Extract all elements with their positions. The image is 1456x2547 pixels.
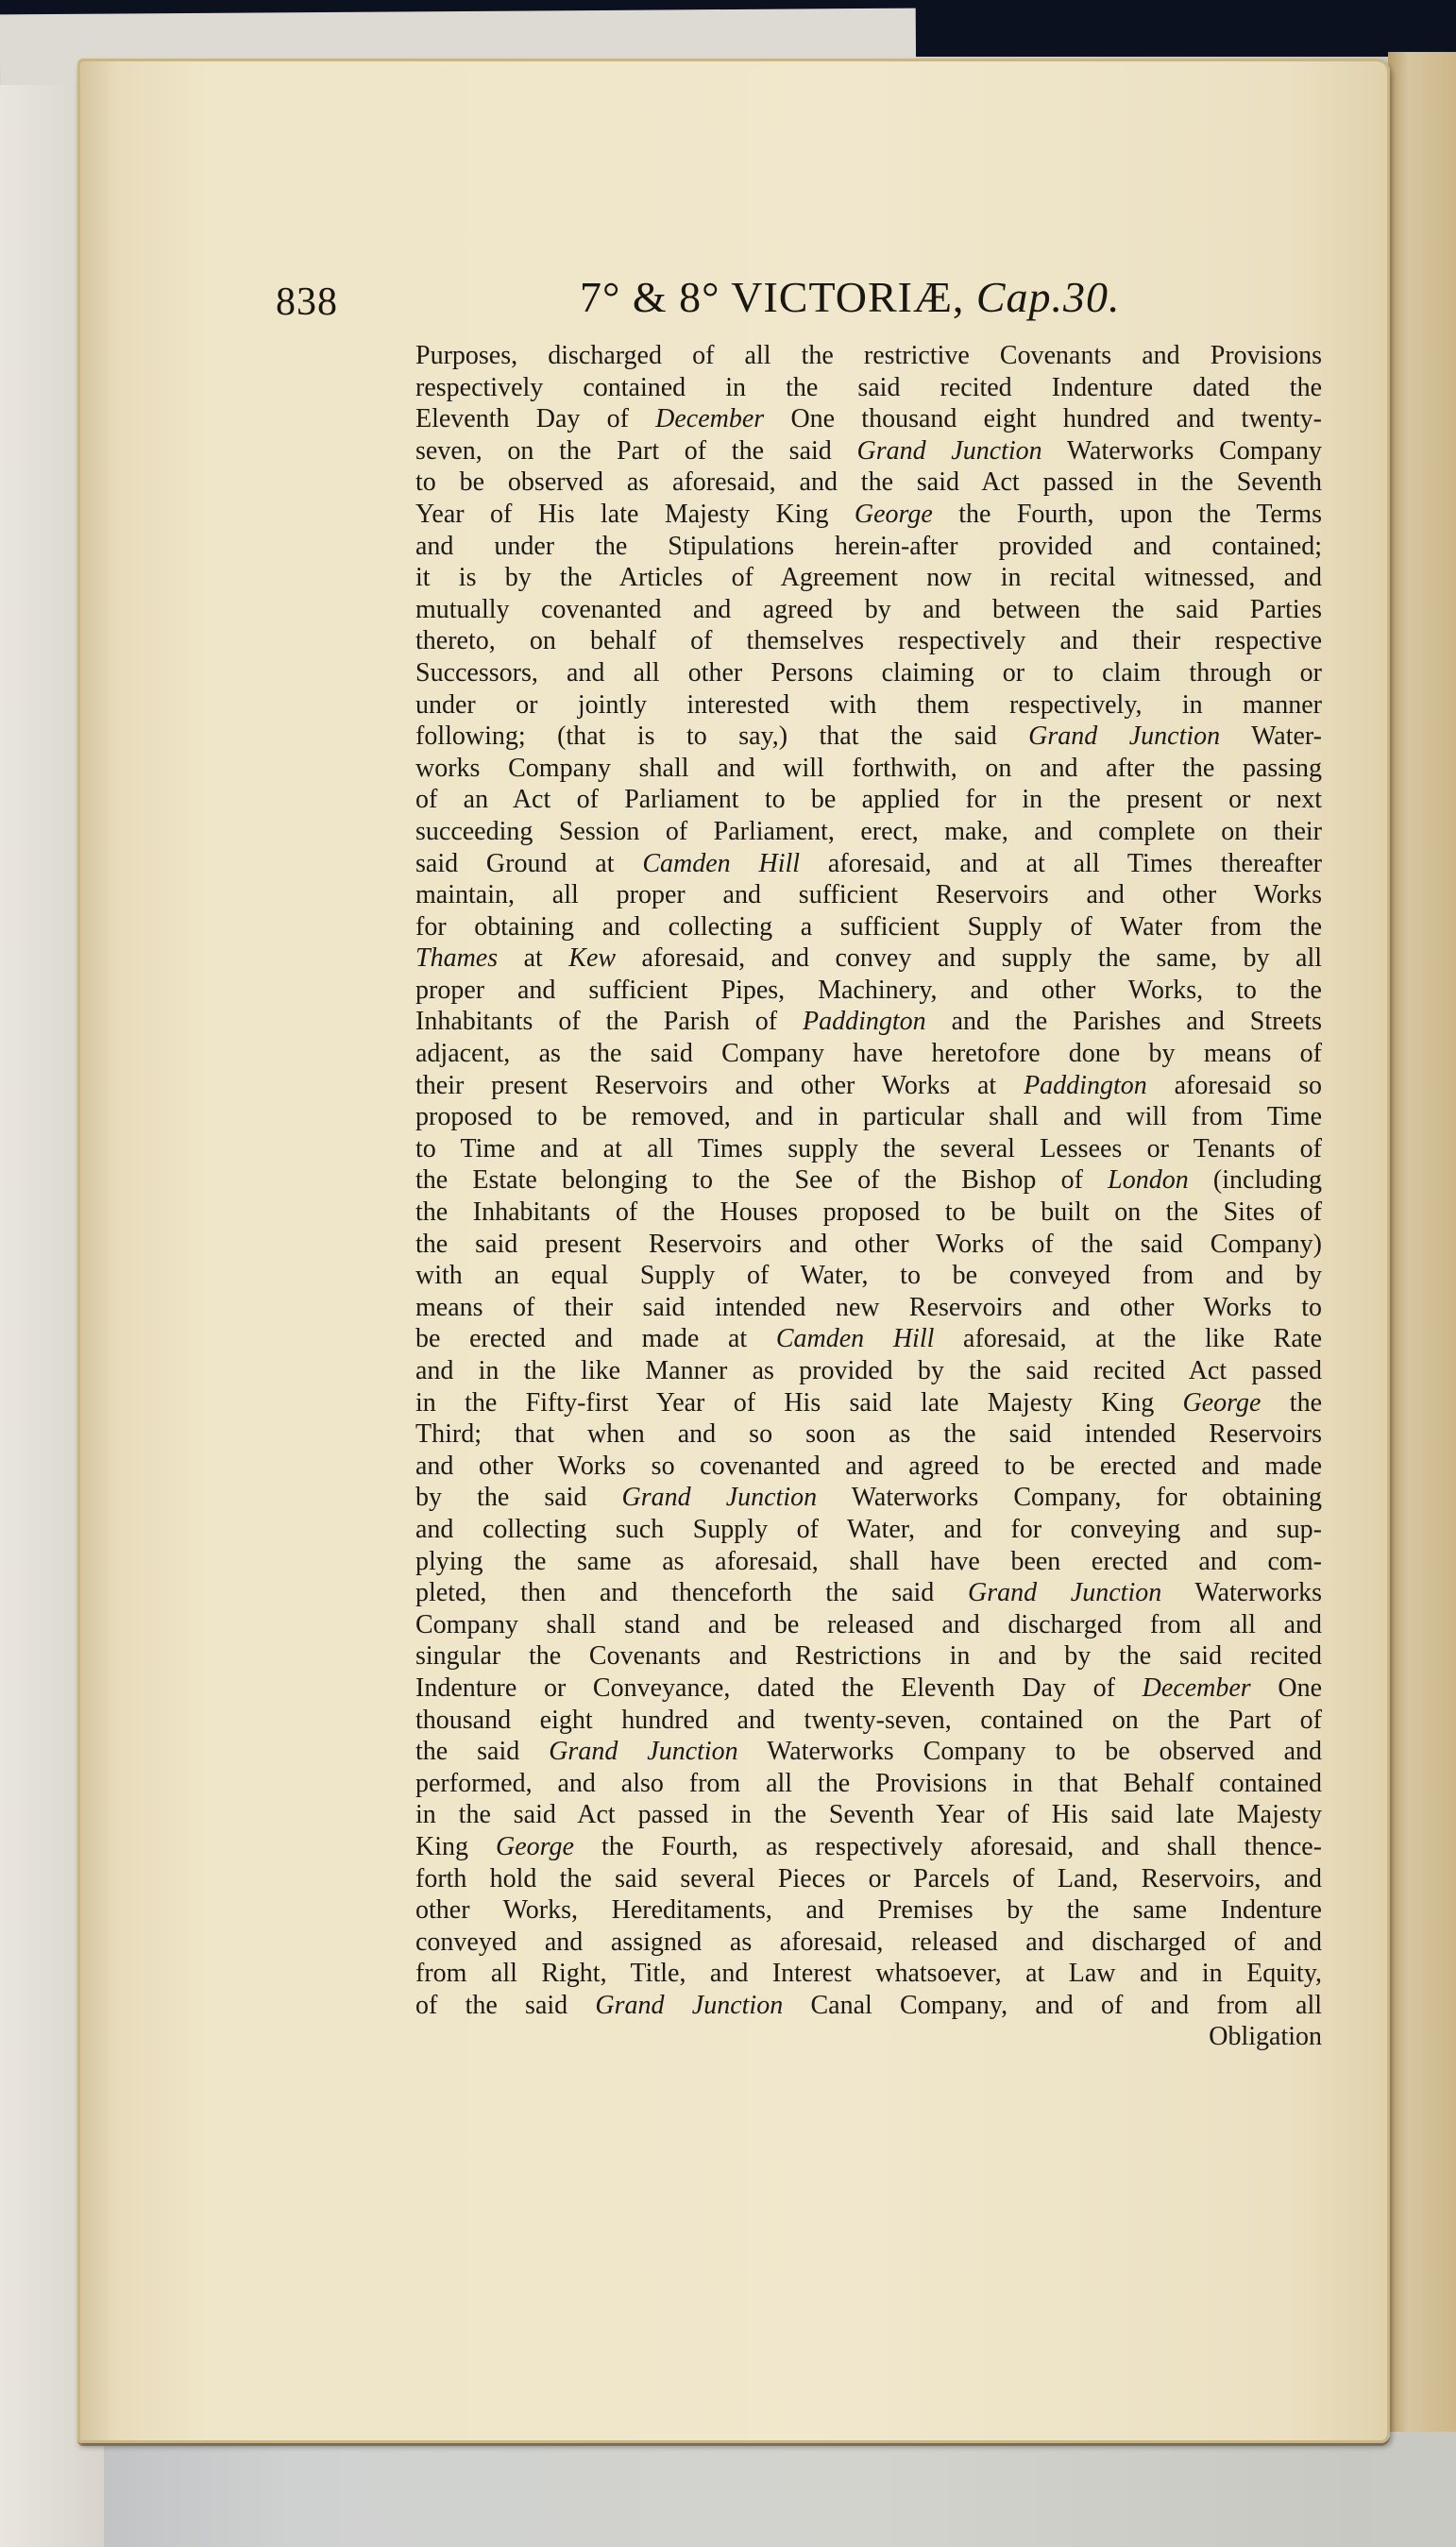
text-line — [415, 1546, 1322, 1578]
text-line — [415, 1006, 1322, 1038]
text-line — [415, 1070, 1322, 1102]
italic-text: Thames — [415, 943, 499, 974]
text-line — [415, 1387, 1322, 1419]
text-span: seven, on the Part of the said — [415, 435, 857, 466]
italic-text: George — [496, 1831, 574, 1861]
text-span: from all Right, Title, and Interest whatsoever, at Law and in Equity, — [415, 1959, 1322, 1989]
next-page-edge — [1388, 52, 1456, 2470]
text-line — [415, 689, 1322, 722]
text-span: Company shall stand and be released and discharged from all and — [415, 1609, 1322, 1639]
text-span: and other Works so covenanted and agreed to be erected and made — [415, 1451, 1322, 1481]
text-line — [415, 1323, 1322, 1355]
text-line — [415, 1705, 1322, 1737]
italic-text: December — [655, 404, 765, 434]
text-span: works Company shall and will forthwith, on and after the passing — [415, 753, 1322, 783]
text-span: King — [415, 1831, 497, 1861]
text-span: Water- — [1220, 722, 1322, 752]
text-line — [415, 1958, 1322, 1990]
text-span: conveyed and assigned as aforesaid, released and discharged of and — [415, 1927, 1322, 1957]
text-span: plying the same as aforesaid, shall have been erected and com- — [415, 1546, 1322, 1576]
text-line — [415, 1355, 1322, 1387]
text-span: and under the Stipulations herein-after provided and contained; — [415, 531, 1322, 561]
italic-text: Kew — [568, 943, 617, 974]
catchword: Obligation — [1209, 2022, 1322, 2052]
text-span: following; (that is to say,) that the said — [415, 722, 1029, 752]
text-line — [415, 403, 1322, 435]
text-line — [415, 1164, 1322, 1197]
text-line — [415, 1736, 1322, 1768]
italic-text: Grand Junction — [1028, 722, 1221, 752]
text-span: other Works, Hereditaments, and Premises by the same Indenture — [415, 1895, 1322, 1926]
italic-text: Grand Junction — [621, 1483, 818, 1513]
text-line — [415, 1514, 1322, 1546]
italic-text: George — [854, 499, 933, 529]
text-line — [415, 1451, 1322, 1483]
text-line — [415, 1831, 1322, 1863]
text-span: in the said Act passed in the Seventh Year of His said late Majesty — [415, 1800, 1322, 1830]
text-line — [415, 1101, 1322, 1133]
text-line — [415, 1673, 1322, 1705]
text-span: be erected and made at — [415, 1324, 776, 1354]
text-span: the Estate belonging to the See of the Bishop of — [415, 1165, 1109, 1196]
text-span: Waterworks — [1161, 1578, 1322, 1608]
text-span: aforesaid so — [1146, 1070, 1322, 1100]
text-span: Purposes, discharged of all the restrictive Covenants and Provisions — [415, 341, 1322, 370]
italic-text: December — [1142, 1673, 1251, 1703]
text-span: Third; that when and so soon as the said intended Reservoirs — [415, 1419, 1322, 1450]
text-span: forth hold the said several Pieces or Parcels of Land, Reservoirs, and — [415, 1863, 1322, 1893]
text-line — [415, 753, 1322, 785]
text-line — [415, 1482, 1322, 1514]
text-span: pleted, then and thenceforth the said — [415, 1578, 968, 1608]
text-span: (including — [1188, 1165, 1322, 1196]
text-span: it is by the Articles of Agreement now in recital witnessed, and — [415, 563, 1322, 593]
text-line — [415, 1640, 1322, 1673]
text-line — [415, 562, 1322, 594]
italic-text: Grand Junction — [549, 1737, 738, 1767]
page-number: 838 — [276, 280, 338, 324]
text-line — [415, 531, 1322, 563]
text-span: said Ground at — [415, 848, 643, 878]
italic-text: London — [1108, 1165, 1189, 1196]
text-span: maintain, all proper and sufficient Reservoirs and other Works — [415, 880, 1322, 910]
text-line — [415, 1927, 1322, 1959]
text-span: of the said — [415, 1990, 596, 2020]
italic-text: Paddington — [803, 1007, 926, 1037]
text-span: succeeding Session of Parliament, erect, make, and complete on their — [415, 816, 1322, 846]
text-span: under or jointly interested with them respectively, in manner — [415, 689, 1322, 720]
italic-text: Grand Junction — [968, 1578, 1162, 1608]
text-line — [415, 1229, 1322, 1261]
text-span: One — [1250, 1673, 1322, 1703]
text-span: to be observed as aforesaid, and the said Act passed in the Seventh — [415, 467, 1322, 498]
text-span: Eleventh Day of — [415, 404, 656, 434]
text-span: Waterworks Company to be observed and — [737, 1737, 1322, 1767]
text-line — [415, 467, 1322, 499]
text-line — [415, 1863, 1322, 1895]
text-span: the Fourth, upon the Terms — [932, 499, 1322, 529]
text-span: aforesaid, at the like Rate — [934, 1324, 1322, 1354]
text-line — [415, 1292, 1322, 1324]
text-line — [415, 372, 1322, 404]
text-span: Successors, and all other Persons claiming or to claim through or — [415, 657, 1322, 688]
running-head — [580, 272, 1121, 322]
italic-text: Camden Hill — [775, 1324, 935, 1354]
text-span: singular the Covenants and Restrictions in and by the said recited — [415, 1641, 1322, 1672]
text-line — [415, 1799, 1322, 1831]
text-span: and the Parishes and Streets — [925, 1007, 1322, 1037]
text-line — [415, 340, 1322, 372]
text-span: to Time and at all Times supply the several Lessees or Tenants of — [415, 1133, 1322, 1163]
text-span: Inhabitants of the Parish of — [415, 1007, 803, 1037]
text-span: proper and sufficient Pipes, Machinery, and other Works, to the — [415, 975, 1322, 1005]
text-span: the Fourth, as respectively aforesaid, and shall thence- — [573, 1831, 1322, 1861]
text-span: in the Fifty-first Year of His said late Majesty King — [415, 1387, 1183, 1418]
text-line — [415, 721, 1322, 753]
text-line — [415, 942, 1322, 975]
page-header — [276, 272, 1305, 338]
text-line — [415, 1609, 1322, 1641]
text-span: aforesaid, and convey and supply the same, by all — [616, 943, 1322, 974]
italic-text: Grand Junction — [856, 435, 1042, 466]
text-span: and in the like Manner as provided by the said recited Act passed — [415, 1356, 1322, 1385]
text-line — [415, 848, 1322, 880]
text-span: adjacent, as the said Company have heretofore done by means of — [415, 1039, 1322, 1069]
text-line — [415, 1197, 1322, 1229]
italic-text: Grand Junction — [595, 1990, 784, 2020]
text-line — [415, 911, 1322, 943]
text-span: the said — [415, 1737, 550, 1767]
text-line — [415, 594, 1322, 626]
text-line — [415, 1768, 1322, 1800]
text-line — [415, 499, 1322, 531]
text-span: of an Act of Parliament to be applied for in the present or next — [415, 785, 1322, 815]
text-span: aforesaid, and at all Times thereafter — [800, 848, 1322, 878]
text-line — [415, 879, 1322, 911]
text-span: One thousand eight hundred and twenty- — [764, 404, 1322, 434]
text-span: mutually covenanted and agreed by and between the said Parties — [415, 594, 1322, 624]
text-line — [415, 625, 1322, 657]
italic-text: George — [1182, 1387, 1261, 1418]
text-span: thereto, on behalf of themselves respectively and their respective — [415, 626, 1322, 656]
text-line — [415, 1260, 1322, 1292]
text-line — [415, 1894, 1322, 1927]
text-line — [415, 435, 1322, 467]
text-span: thousand eight hundred and twenty-seven, contained on the Part of — [415, 1705, 1322, 1735]
text-span: and collecting such Supply of Water, and for conveying and sup- — [415, 1514, 1322, 1544]
backdrop-corner — [1374, 2432, 1456, 2547]
text-line — [415, 816, 1322, 848]
body-text — [415, 340, 1322, 2053]
text-span: means of their said intended new Reservoirs and other Works to — [415, 1292, 1322, 1322]
text-span: Waterworks Company — [1041, 435, 1322, 466]
text-span: the Inhabitants of the Houses proposed to be built on the Sites of — [415, 1197, 1322, 1228]
text-line — [415, 975, 1322, 1007]
text-line — [415, 1418, 1322, 1451]
text-span: at — [498, 943, 569, 974]
running-head-title: 7° & 8° VICTORIÆ, — [580, 273, 965, 321]
text-span: Waterworks Company, for obtaining — [817, 1483, 1322, 1513]
text-line — [415, 1038, 1322, 1070]
text-line — [415, 1990, 1322, 2022]
text-span: proposed to be removed, and in particular shall and will from Time — [415, 1102, 1322, 1132]
italic-text: Camden Hill — [642, 848, 801, 878]
text-span: respectively contained in the said recited Indenture dated the — [415, 372, 1322, 402]
italic-text: Paddington — [1024, 1070, 1147, 1100]
text-span: Indenture or Conveyance, dated the Eleventh Day of — [415, 1673, 1143, 1703]
text-span: the said present Reservoirs and other Works of the said Company) — [415, 1229, 1322, 1259]
text-span: Year of His late Majesty King — [415, 499, 855, 529]
text-span: Canal Company, and of and from all — [783, 1990, 1322, 2020]
text-span: the — [1261, 1387, 1322, 1418]
text-span: with an equal Supply of Water, to be conveyed from and by — [415, 1261, 1322, 1291]
chapter-number: Cap.30. — [975, 273, 1121, 321]
text-span: their present Reservoirs and other Works at — [415, 1070, 1024, 1100]
text-span: performed, and also from all the Provisions in that Behalf contained — [415, 1768, 1322, 1798]
text-line — [415, 1577, 1322, 1609]
text-line — [415, 657, 1322, 689]
text-span: for obtaining and collecting a sufficient Supply of Water from the — [415, 911, 1322, 942]
text-line — [415, 1133, 1322, 1165]
text-line — [415, 784, 1322, 816]
text-span: by the said — [415, 1483, 622, 1513]
